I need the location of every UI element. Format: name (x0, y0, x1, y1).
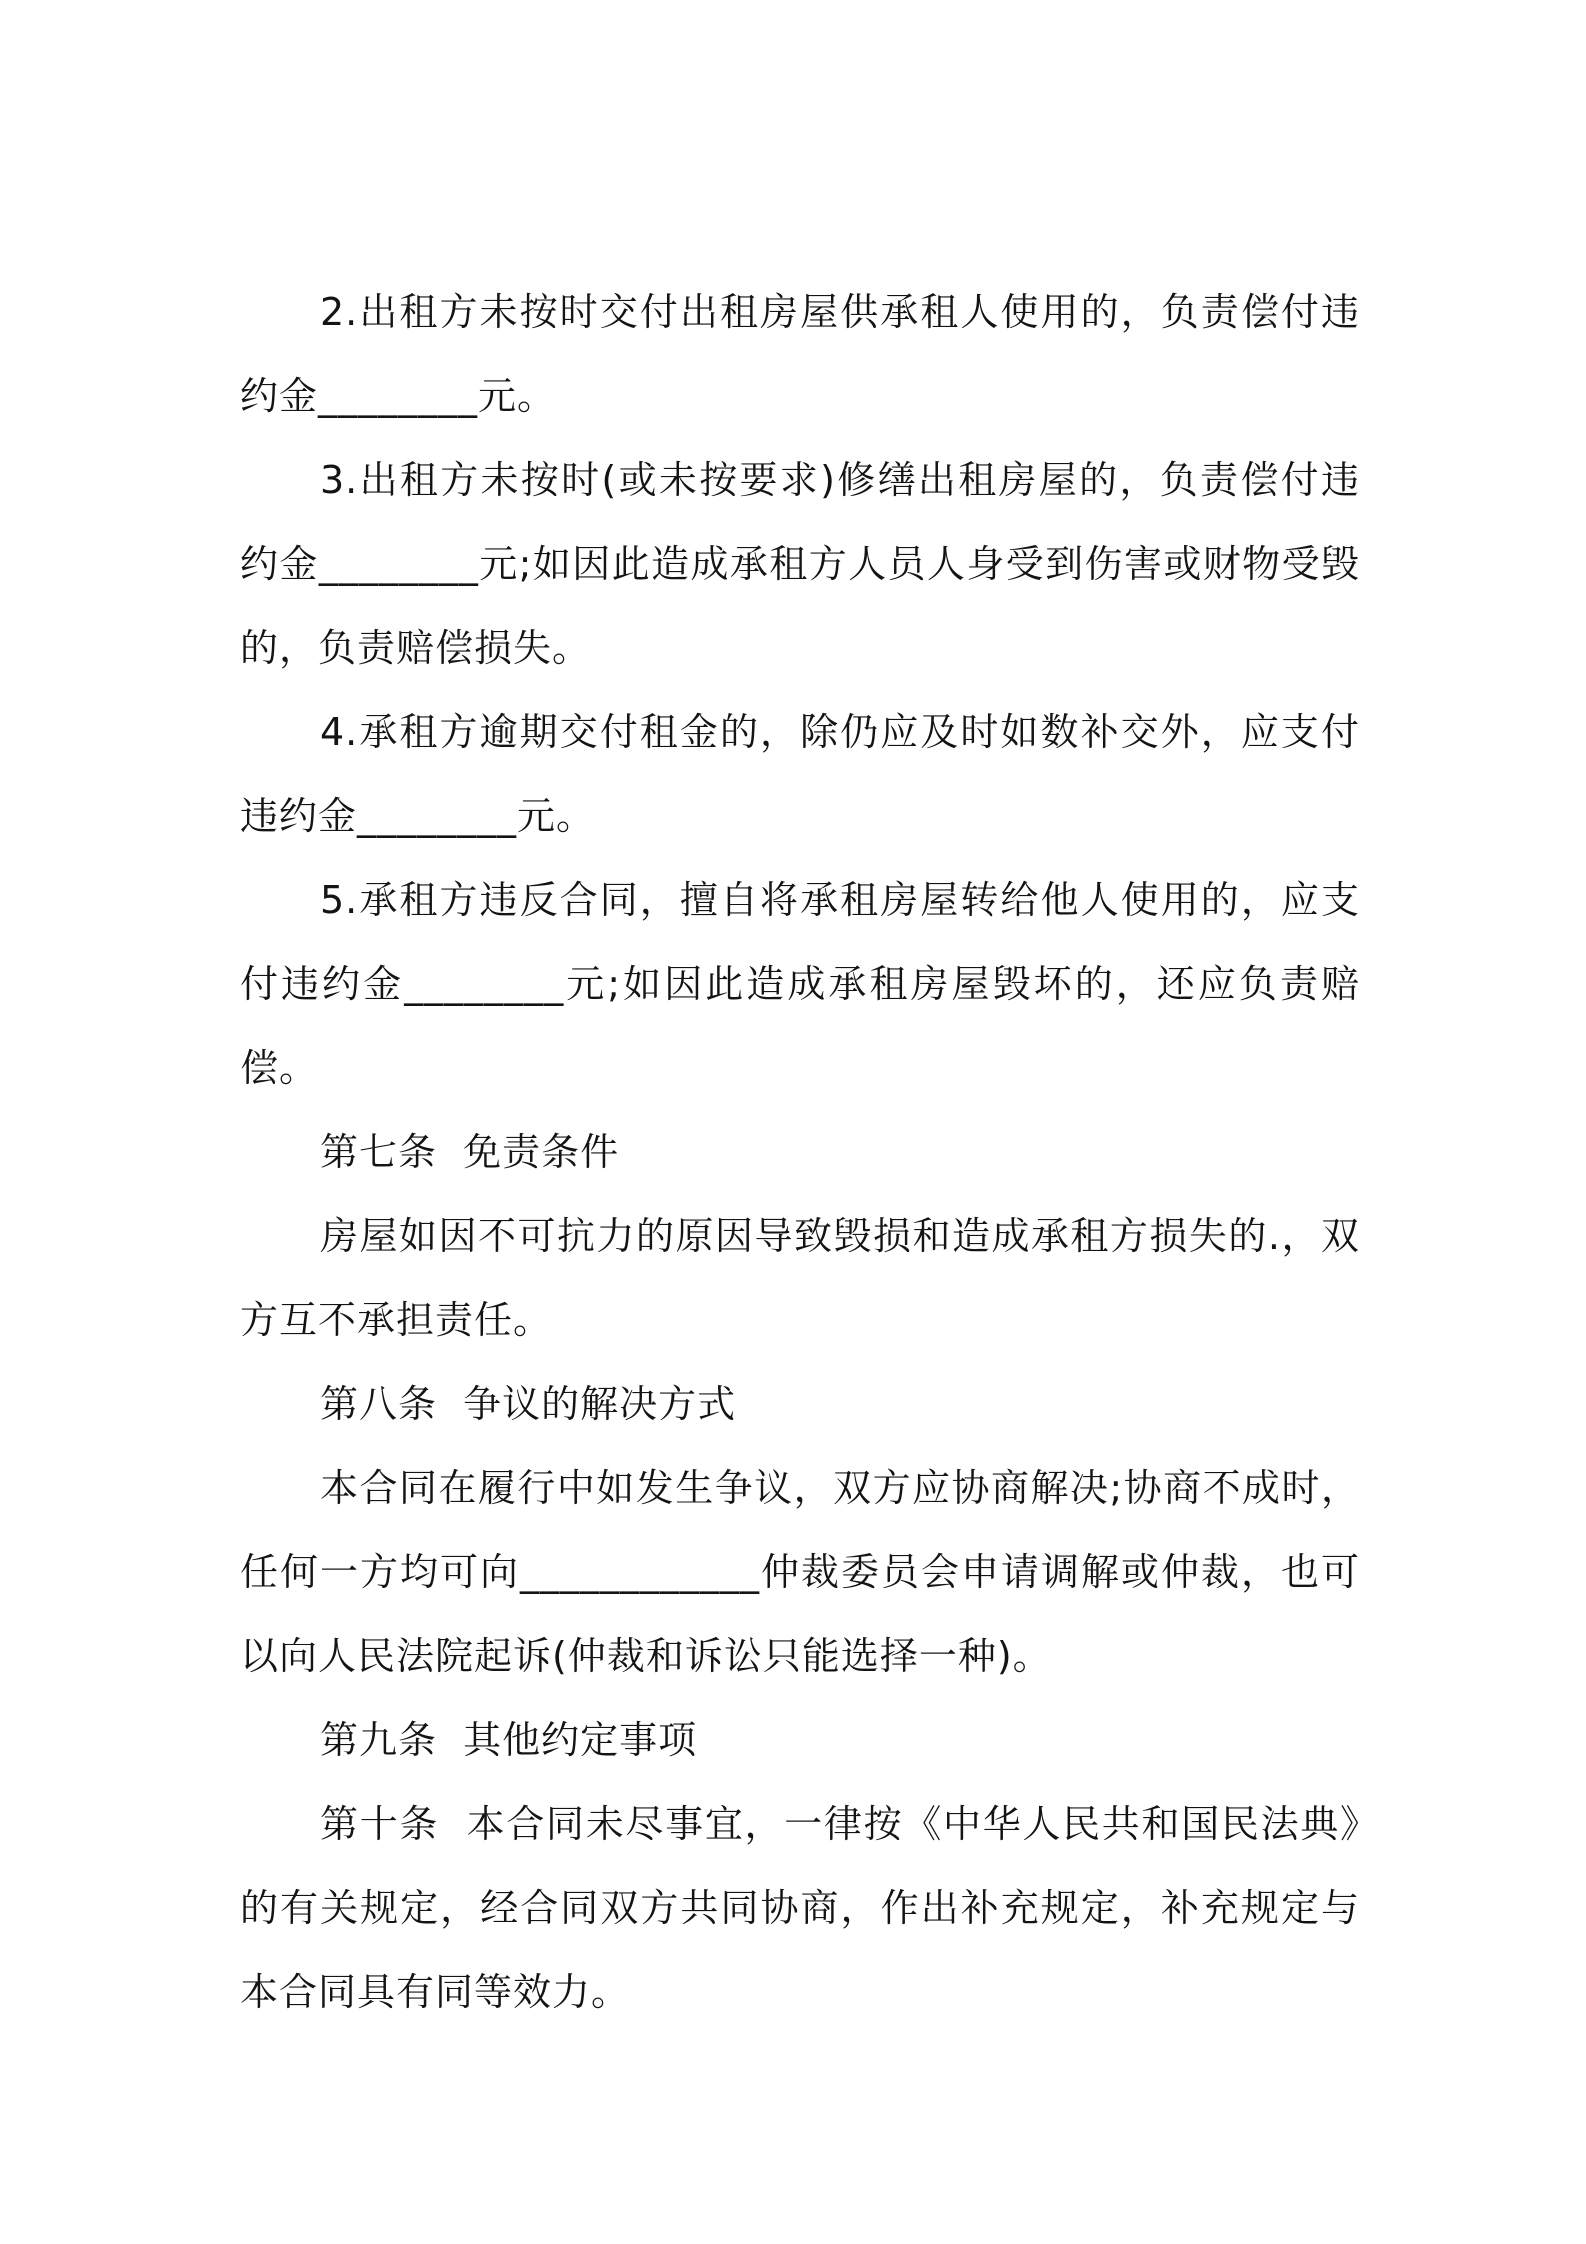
clause-3-paragraph: 3.出租方未按时(或未按要求)修缮出租房屋的，负责偿付违约金________元;如因此造成承租方人员人身受到伤害或财物受毁的，负责赔偿损失。 (240, 458, 1360, 670)
clause-2-paragraph: 2.出租方未按时交付出租房屋供承租人使用的，负责偿付违约金________元。 (240, 290, 1360, 418)
article-7-text: 房屋如因不可抗力的原因导致毁损和造成承租方损失的.，双方互不承担责任。 (240, 1214, 1360, 1342)
clause-5-paragraph: 5.承租方违反合同，擅自将承租房屋转给他人使用的，应支付违约金________元;如因此造成承租房屋毁坏的，还应负责赔偿。 (240, 878, 1360, 1090)
article-9-heading: 第九条 其他约定事项 (320, 1718, 698, 1762)
article-10-text: 第十条 本合同未尽事宜，一律按《中华人民共和国民法典》的有关规定，经合同双方共同协商，作出补充规定，补充规定与本合同具有同等效力。 (240, 1802, 1360, 2014)
article-8-heading: 第八条 争议的解决方式 (320, 1382, 737, 1426)
clause-4-paragraph: 4.承租方逾期交付租金的，除仍应及时如数补交外，应支付违约金________元。 (240, 710, 1360, 838)
article-8-text: 本合同在履行中如发生争议，双方应协商解决;协商不成时，任何一方均可向____________仲裁委员会申请调解或仲裁，也可以向人民法院起诉(仲裁和诉讼只能选择一种)。 (240, 1466, 1360, 1678)
document-body (240, 270, 1360, 2034)
article-7-heading: 第七条 免责条件 (320, 1130, 620, 1174)
